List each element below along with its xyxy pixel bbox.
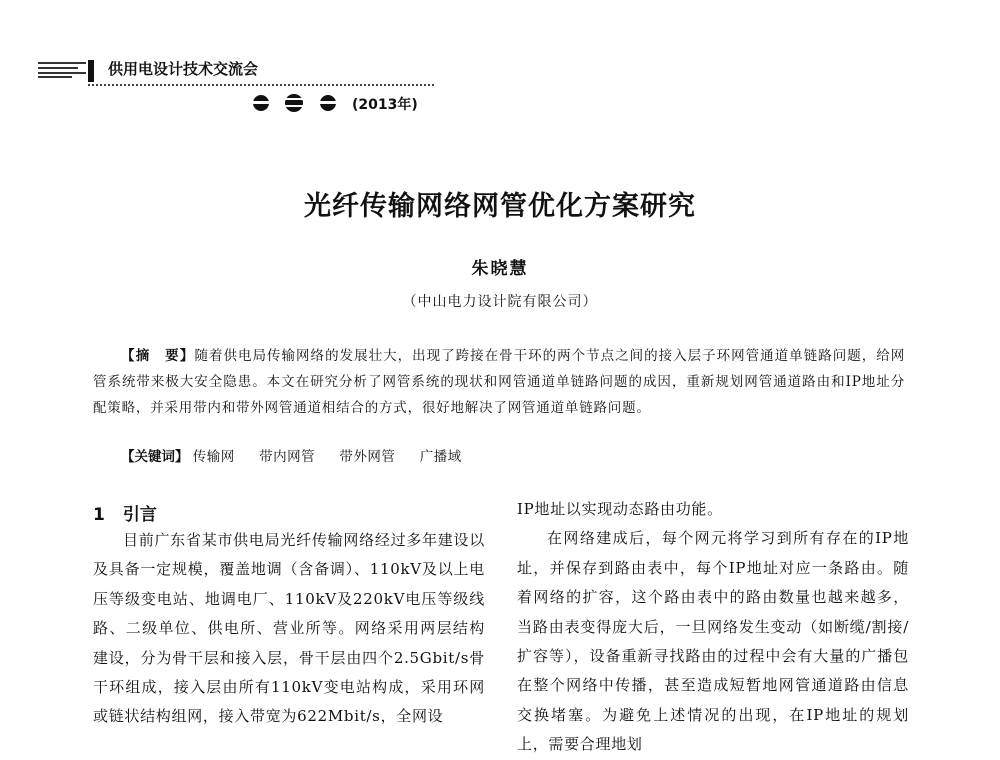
left-column: [93, 526, 485, 726]
section-title: 引言: [122, 505, 157, 525]
section-heading: [93, 500, 157, 525]
author-affiliation: （中山电力设计院有限公司）: [402, 294, 598, 310]
keywords: [121, 445, 482, 465]
header-dotted-rule: [88, 84, 434, 86]
abstract-label: 【摘 要】: [121, 348, 195, 364]
keyword-item: 带外网管: [339, 449, 396, 465]
paragraph: IP地址以实现动态路由功能。: [517, 500, 723, 518]
article-title: 光纤传输网络网管优化方案研究: [304, 191, 696, 222]
header-decoration-bars: [38, 62, 86, 78]
keyword-item: 传输网: [192, 449, 235, 465]
paragraph: 目前广东省某市供电局光纤传输网络经过多年建设以及具备一定规模，覆盖地调（含备调）、110kV及以上电压等级变电站、地调电厂、110kV及220kV电压等级线路、二级单位、供电所、营业所等。网络采用两层结构建设，分为骨干层和接入层，骨干层由四个2.5Gbit/s骨干环组成，接入层由所有110kV变电站构成，采用环网或链状结构组网，接入带宽为622Mbit/s，全网设: [93, 531, 485, 726]
header-vertical-bar: [88, 60, 94, 82]
conference-name: 供用电设计技术交流会: [108, 60, 259, 78]
abstract: [93, 343, 905, 421]
conference-year: (2013年): [352, 97, 418, 113]
paragraph: 在网络建成后，每个网元将学习到所有存在的IP地址，并保存到路由表中，每个IP地址对应一条路由。随着网络的扩容，这个路由表中的路由数量也越来越多，当路由表变得庞大后，一旦网络发生变动（如断缆/割接/扩容等），设备重新寻找路由的过程中会有大量的广播包在整个网络中传播，甚至造成短暂地网管通道路由信息交换堵塞。为避免上述情况的出现，在IP地址的规划上，需要合理地划: [517, 529, 909, 754]
keyword-item: 广播域: [419, 449, 462, 465]
article-author: 朱晓慧: [471, 259, 529, 279]
abstract-text: 随着供电局传输网络的发展壮大，出现了跨接在骨干环的两个节点之间的接入层子环网管通道单链路问题，给网管系统带来极大安全隐患。本文在研究分析了网管系统的现状和网管通道单链路问题的成因，重新规划网管通道路由和IP地址分配策略，并采用带内和带外网管通道相结合的方式，很好地解决了网管通道单链路问题。: [93, 348, 906, 416]
keyword-item: 带内网管: [259, 449, 316, 465]
section-number: 1: [93, 505, 105, 525]
proceedings-logo-icon: [248, 92, 344, 114]
keywords-label: 【关键词】: [121, 449, 189, 465]
right-column: [517, 495, 909, 754]
